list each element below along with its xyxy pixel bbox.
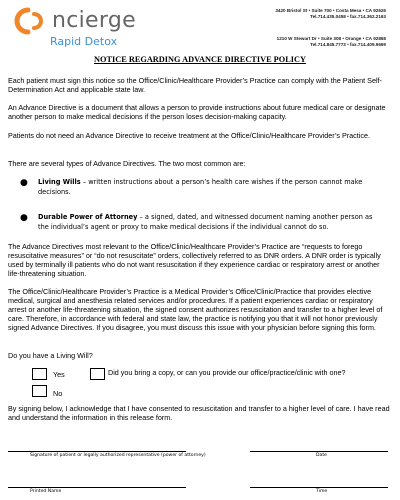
printed-name-label: Printed Name (30, 489, 62, 494)
logo-tagline: Rapid Detox (50, 35, 118, 48)
yes-label: Yes (53, 370, 65, 379)
time-label: Time (316, 489, 328, 494)
types-intro-paragraph: There are several types of Advance Directives. The two most common are: (8, 159, 246, 168)
bullet-icon: ● (20, 178, 28, 188)
logo-mark-icon (14, 6, 46, 36)
intro-paragraph: Each patient must sign this notice so the Office/Clinic/Healthcare Provider’s Practice can comply with the Patient Self-Determination Act and applicable state law. (8, 76, 382, 94)
date-line[interactable] (250, 451, 388, 452)
letterhead (0, 0, 400, 56)
company-logo (12, 6, 162, 50)
printed-name-line[interactable] (8, 487, 186, 488)
time-line[interactable] (250, 487, 388, 488)
signature-label: Signature of patient or legally authorized representative (power of attorney) (30, 453, 206, 458)
phone-line: Tel.714.845.7773 • fax.714.409.9669 (310, 42, 386, 47)
bullet-icon: ● (20, 213, 28, 223)
no-directive-needed-paragraph: Patients do not need an Advance Directive to receive treatment at the Office/Clinic/Healthcare Provider’s Practice. (8, 131, 370, 140)
address-line: 3420 Bristol St • Suite 700 • Costa Mesa • CA 92626 (275, 8, 386, 13)
address-block-orange (216, 36, 386, 48)
living-will-question: Do you have a Living Will? (8, 351, 93, 360)
no-label: No (53, 389, 63, 398)
address-line: 1210 W Stewart Dr • Suite 308 • Orange • CA 92868 (276, 36, 386, 41)
bullet-definition: – a signed, dated, and witnessed document naming another person as the individual’s agent or proxy to make medical decisions if the individual cannot do so. (38, 213, 373, 231)
address-block-costa-mesa (216, 8, 386, 20)
bullet-definition: – written instructions about a person’s health care wishes if the person cannot make decisions. (38, 178, 363, 196)
practice-policy-paragraph: The Office/Clinic/Healthcare Provider’s Practice is a Medical Provider’s Office/Clinic/Practice that provides elective medical, surgical and anesthesia related services and/or procedures. If a patient experiences cardiac or respiratory arrest or another life-threatening situation, the signed consent authorizes resuscitation and transfer to a higher level of care. Therefore, in accordance with federal and state law, the practice is notifying you that it will not honor previously signed Advance Directives. If you disagree, you must discuss this issue with your physician before signing this form. (8, 287, 383, 332)
bullet-term: Durable Power of Attorney (38, 213, 138, 221)
acknowledgement-paragraph: By signing below, I acknowledge that I have consented to resuscitation and transfer to a higher level of care. I have read and understand the information in this release form. (8, 404, 390, 422)
copy-question-label: Did you bring a copy, or can you provide our office/practice/clinic with one? (108, 368, 346, 377)
bullet-term: Living Wills (38, 178, 81, 186)
phone-line: Tel.714.435.0458 • fax.714.362.2163 (310, 14, 386, 19)
date-label: Date (316, 453, 327, 458)
no-checkbox[interactable] (32, 385, 47, 397)
logo-wordmark: ncierge (52, 8, 136, 33)
document-title: NOTICE REGARDING ADVANCE DIRECTIVE POLICY (94, 55, 306, 64)
dnr-paragraph: The Advance Directives most relevant to the Office/Clinic/Healthcare Provider’s Practice are “requests to forego resuscitative measures” or “do not resuscitate” orders, collectively referred to as DNR orders. A DNR order is typically used by terminally ill patients who do not want resuscitation if they experience cardiac or respiratory arrest or another life-threatening situation. (8, 242, 381, 278)
definition-paragraph: An Advance Directive is a document that allows a person to provide instructions about future medical care or designate another person to make medical decisions if the person loses decision-making capacity. (8, 103, 386, 121)
copy-checkbox[interactable] (90, 368, 105, 380)
signature-line[interactable] (8, 451, 186, 452)
yes-checkbox[interactable] (32, 368, 47, 380)
